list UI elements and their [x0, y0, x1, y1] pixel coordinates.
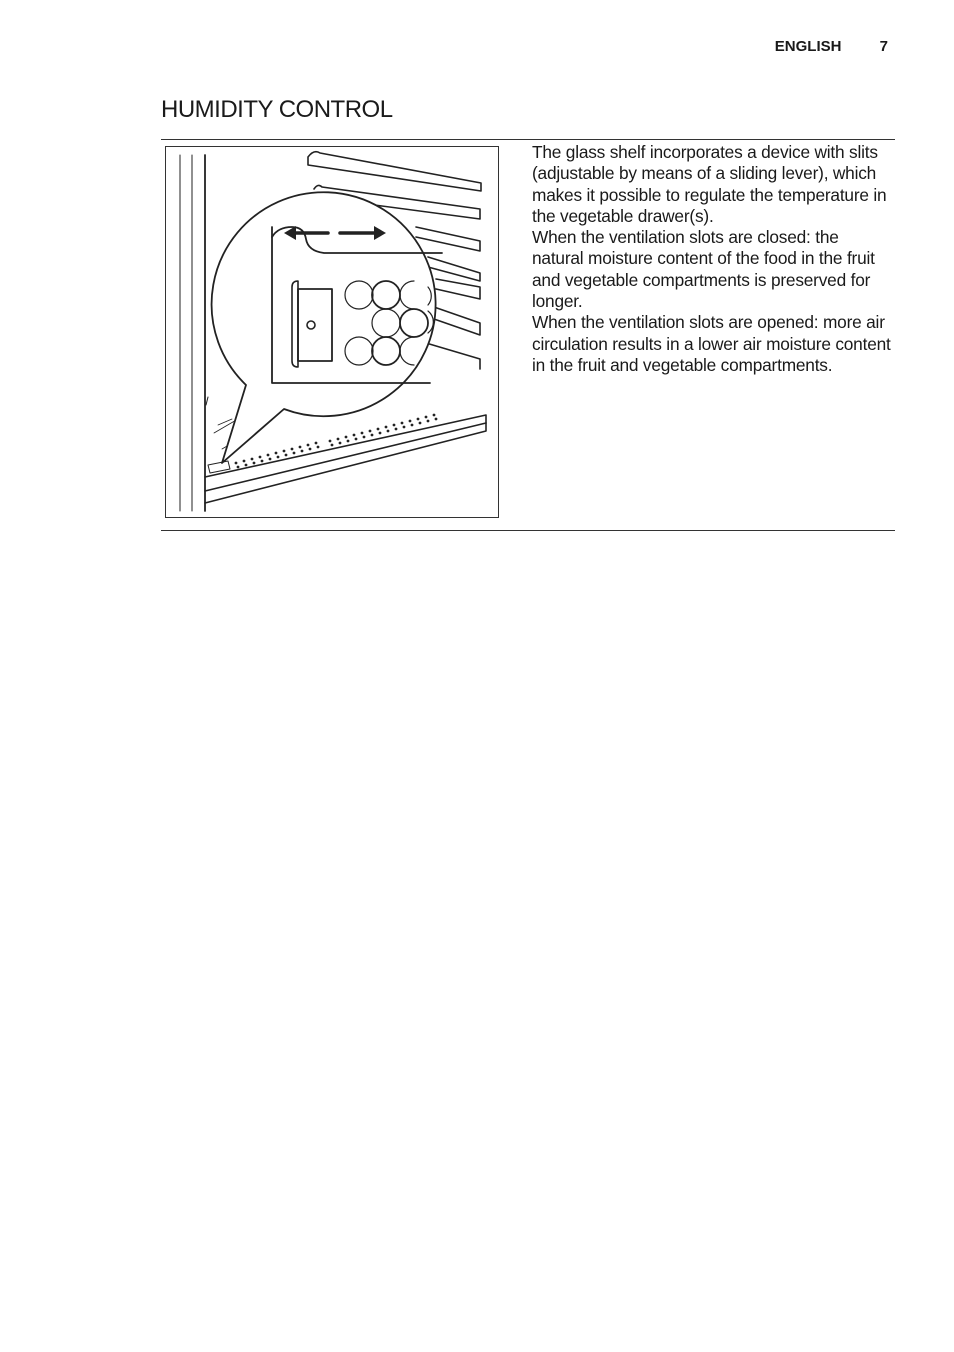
bottom-divider [161, 530, 895, 531]
section-title: HUMIDITY CONTROL [161, 96, 393, 123]
paragraph-closed: When the ventilation slots are closed: the natural moisture content of the food in the fruit and vegetable compartments is preserved for longer. [532, 227, 875, 312]
top-divider [161, 139, 895, 140]
humidity-control-figure [165, 146, 499, 518]
paragraph-opened: When the ventilation slots are opened: more air circulation results in a lower air moisture content in the fruit and vegetable compartments. [532, 312, 891, 375]
header-language: ENGLISH [774, 38, 842, 55]
page-header [775, 38, 888, 55]
paragraph-intro: The glass shelf incorporates a device with slits (adjustable by means of a sliding lever), which makes it possible to regulate the temperature in the vegetable drawer(s). [532, 142, 887, 226]
page-number: 7 [879, 38, 888, 55]
description-text [532, 142, 894, 376]
humidity-slider-illustration-icon [166, 147, 499, 518]
